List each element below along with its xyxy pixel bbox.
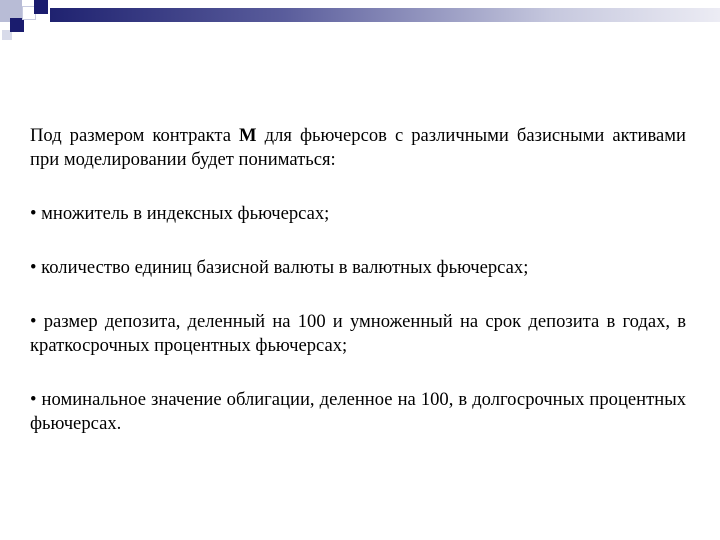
bullet-item: • количество единиц базисной валюты в валютных фьючерсах; (30, 257, 529, 278)
bullet-item: • номинальное значение облигации, деленное на 100, в долгосрочных процентных фьючерсах. (30, 389, 686, 434)
decor-square (10, 18, 24, 32)
bullet-item: • размер депозита, деленный на 100 и умноженный на срок депозита в годах, в краткосрочных процентных фьючерсах; (30, 311, 686, 356)
decor-square (34, 0, 48, 14)
intro-text-before: Под размером контракта (30, 125, 240, 146)
slide-body (30, 124, 686, 466)
bullet-item: • множитель в индексных фьючерсах; (30, 203, 330, 224)
intro-paragraph (30, 124, 686, 172)
contract-size-symbol: M (239, 125, 257, 146)
intro-text-after: для фьючерсов с различными базисными активами при моделировании будет пониматься: (30, 125, 686, 170)
header-gradient-bar (50, 8, 720, 22)
